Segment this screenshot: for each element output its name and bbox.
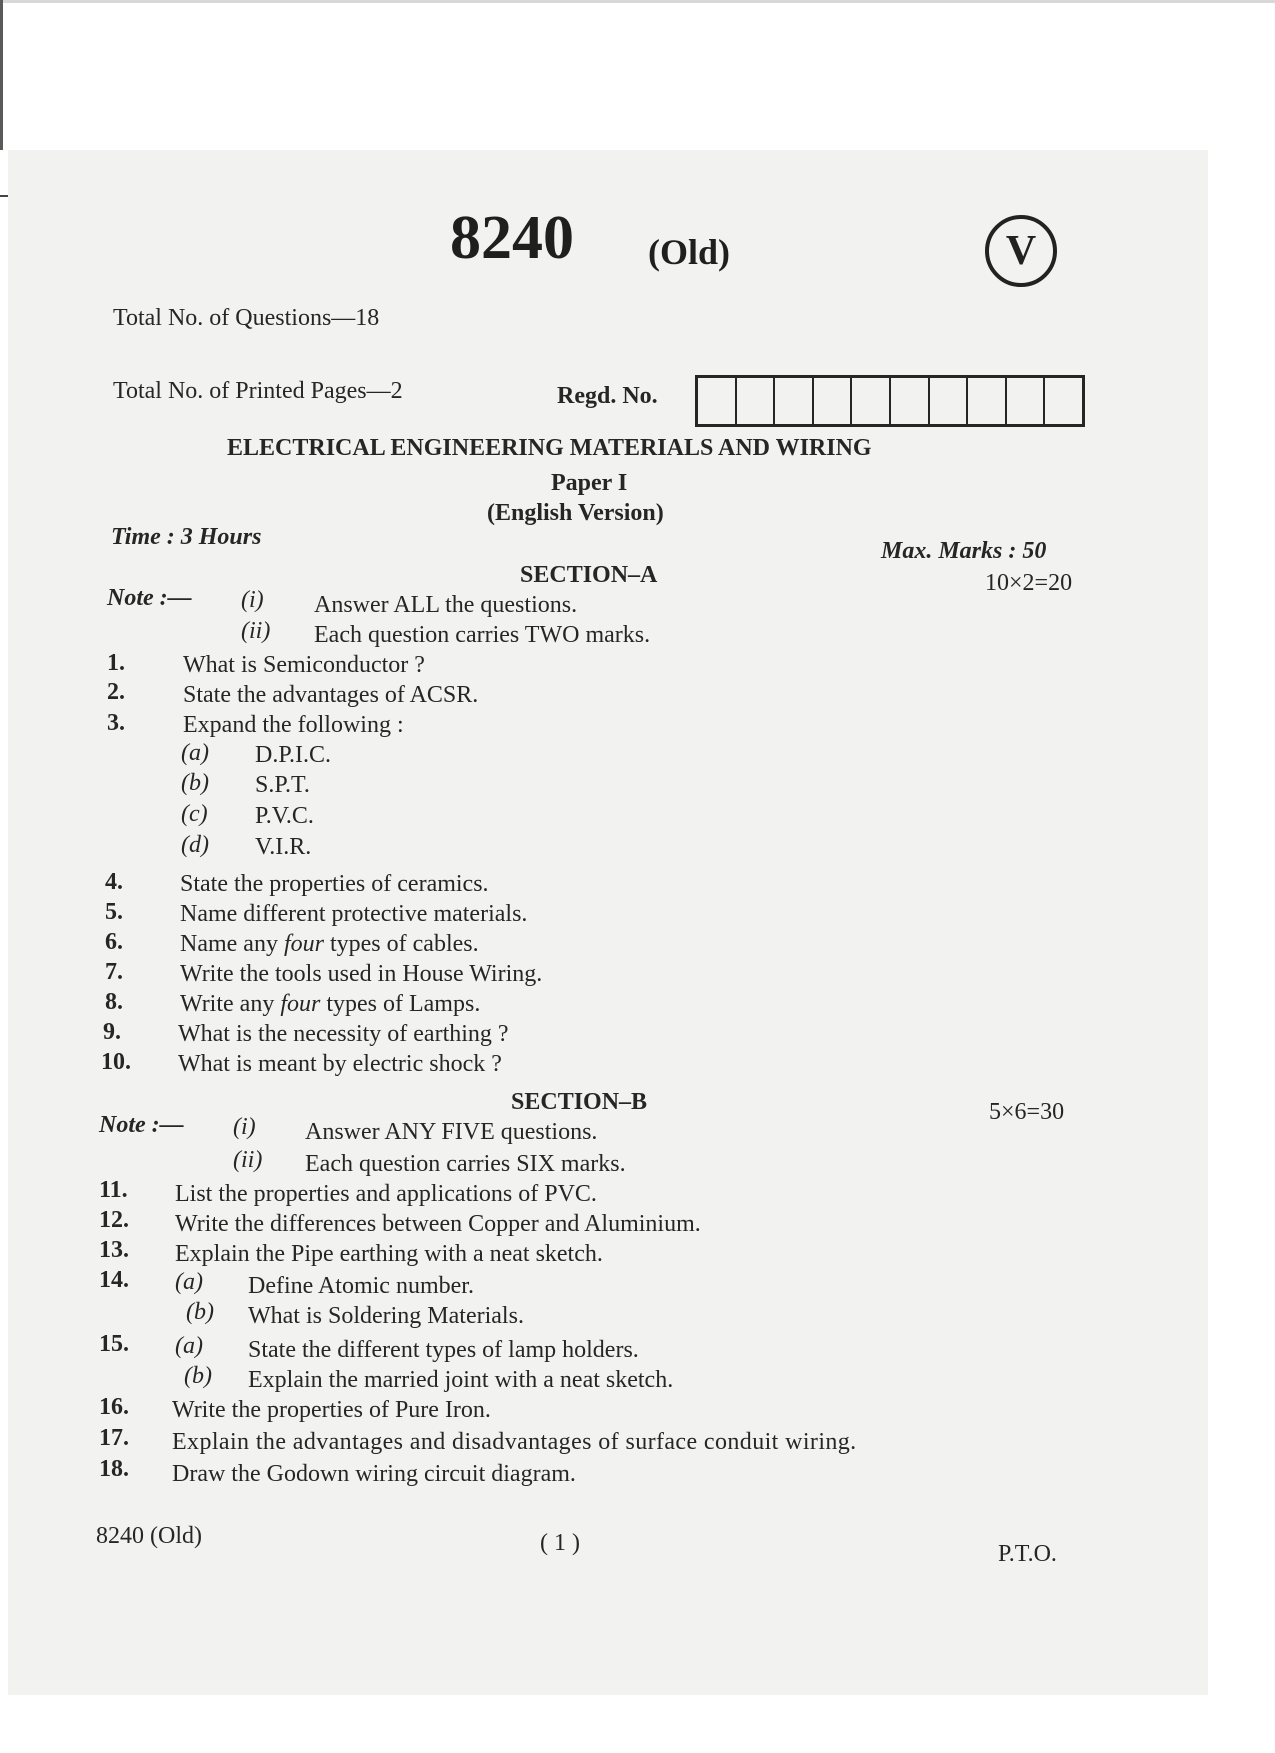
question-number: 4. — [105, 869, 123, 895]
note-text: Answer ALL the questions. — [314, 592, 578, 618]
question-text: State the advantages of ACSR. — [183, 682, 479, 708]
please-turn-over: P.T.O. — [998, 1541, 1057, 1567]
regd-number-boxes[interactable] — [695, 375, 1085, 427]
note-number: (i) — [233, 1114, 256, 1140]
question-text-part: types of Lamps. — [320, 991, 481, 1017]
sub-question-text: S.P.T. — [255, 772, 310, 798]
question-text: State the properties of ceramics. — [180, 871, 489, 897]
question-text — [180, 930, 479, 958]
regd-digit-cell[interactable] — [737, 378, 776, 424]
regd-digit-cell[interactable] — [1045, 378, 1082, 424]
sub-question-label: (a) — [175, 1269, 203, 1295]
question-text: Explain the advantages and disadvantages of surface conduit wiring. — [172, 1429, 857, 1455]
note-text: Answer ANY FIVE questions. — [305, 1119, 598, 1145]
question-text: What is Soldering Materials. — [248, 1303, 524, 1329]
question-text: What is the necessity of earthing ? — [178, 1021, 509, 1047]
question-text: Name different protective materials. — [180, 901, 528, 927]
regd-digit-cell[interactable] — [968, 378, 1007, 424]
section-a-title: SECTION–A — [520, 562, 658, 588]
question-text: Explain the married joint with a neat sketch. — [248, 1367, 674, 1393]
page-number: ( 1 ) — [540, 1530, 580, 1556]
note-number: (ii) — [233, 1147, 263, 1173]
section-a-marks: 10×2=20 — [985, 570, 1073, 596]
question-number: 8. — [105, 989, 123, 1015]
question-text: Draw the Godown wiring circuit diagram. — [172, 1461, 576, 1487]
scan-top-edge — [0, 0, 1275, 3]
scan-left-edge — [0, 0, 3, 150]
total-questions: Total No. of Questions—18 — [113, 305, 380, 331]
question-number: 10. — [101, 1049, 131, 1075]
question-text-part: Name any — [180, 931, 284, 957]
regd-digit-cell[interactable] — [775, 378, 814, 424]
section-a-note-label: Note :— — [107, 585, 192, 611]
question-text: List the properties and applications of PVC. — [175, 1181, 597, 1207]
regd-digit-cell[interactable] — [891, 378, 930, 424]
sub-question-text: P.V.C. — [255, 803, 314, 829]
paper-code-suffix: (Old) — [648, 232, 731, 272]
version-mark-circle — [985, 215, 1057, 287]
sub-question-label: (c) — [181, 801, 208, 827]
paper-number: Paper I — [551, 470, 628, 496]
sub-question-label: (a) — [175, 1333, 203, 1359]
section-b-title: SECTION–B — [511, 1089, 648, 1115]
note-text: Each question carries TWO marks. — [314, 622, 651, 648]
sub-question-label: (b) — [186, 1299, 214, 1325]
sub-question-text: V.I.R. — [255, 834, 312, 860]
regd-digit-cell[interactable] — [930, 378, 969, 424]
section-b-note-label: Note :— — [99, 1112, 184, 1138]
subject-title: ELECTRICAL ENGINEERING MATERIALS AND WIRING — [227, 435, 872, 461]
sub-question-label: (b) — [181, 770, 209, 796]
regd-digit-cell[interactable] — [698, 378, 737, 424]
question-text-part: types of cables. — [323, 931, 479, 957]
question-number: 5. — [105, 899, 123, 925]
question-emphasis: four — [283, 931, 324, 957]
sub-question-label: (a) — [181, 740, 209, 766]
question-number: 12. — [99, 1207, 129, 1233]
question-number: 2. — [107, 679, 125, 705]
question-number: 6. — [105, 929, 123, 955]
section-b-marks: 5×6=30 — [989, 1099, 1065, 1125]
question-text: Write the tools used in House Wiring. — [180, 961, 543, 987]
note-number: (ii) — [241, 618, 271, 644]
question-number: 1. — [107, 650, 125, 676]
question-text: Explain the Pipe earthing with a neat sketch. — [175, 1241, 603, 1267]
question-number: 17. — [99, 1425, 129, 1451]
question-text: Expand the following : — [183, 712, 404, 738]
regd-digit-cell[interactable] — [1007, 378, 1046, 424]
question-text — [180, 990, 480, 1018]
exam-time: Time : 3 Hours — [111, 524, 262, 550]
sub-question-label: (d) — [181, 832, 209, 858]
scan-mark — [0, 195, 8, 197]
question-number: 14. — [99, 1267, 129, 1293]
max-marks: Max. Marks : 50 — [881, 538, 1047, 564]
version-mark-letter: V — [1005, 228, 1037, 274]
question-number: 18. — [99, 1456, 129, 1482]
question-number: 11. — [99, 1177, 128, 1203]
paper-code: 8240 — [450, 204, 574, 272]
question-text: Define Atomic number. — [248, 1273, 474, 1299]
note-number: (i) — [241, 587, 264, 613]
paper-version: (English Version) — [487, 500, 664, 526]
sub-question-text: D.P.I.C. — [255, 742, 332, 768]
question-text: State the different types of lamp holders. — [248, 1337, 639, 1363]
question-number: 3. — [107, 710, 125, 736]
sub-question-label: (b) — [184, 1363, 212, 1389]
note-text: Each question carries SIX marks. — [305, 1151, 626, 1177]
regd-digit-cell[interactable] — [852, 378, 891, 424]
question-number: 15. — [99, 1331, 129, 1357]
question-text: What is Semiconductor ? — [183, 652, 425, 678]
question-text-part: Write any — [180, 991, 281, 1017]
question-number: 13. — [99, 1237, 129, 1263]
question-text: Write the differences between Copper and Aluminium. — [175, 1211, 701, 1237]
question-number: 7. — [105, 959, 123, 985]
question-emphasis: four — [280, 991, 321, 1017]
question-text: Write the properties of Pure Iron. — [172, 1397, 491, 1423]
total-pages: Total No. of Printed Pages—2 — [113, 378, 403, 404]
question-number: 9. — [103, 1019, 121, 1045]
question-text: What is meant by electric shock ? — [178, 1051, 502, 1077]
question-number: 16. — [99, 1394, 129, 1420]
regd-digit-cell[interactable] — [814, 378, 853, 424]
regd-label: Regd. No. — [557, 383, 658, 409]
footer-code: 8240 (Old) — [96, 1523, 202, 1549]
